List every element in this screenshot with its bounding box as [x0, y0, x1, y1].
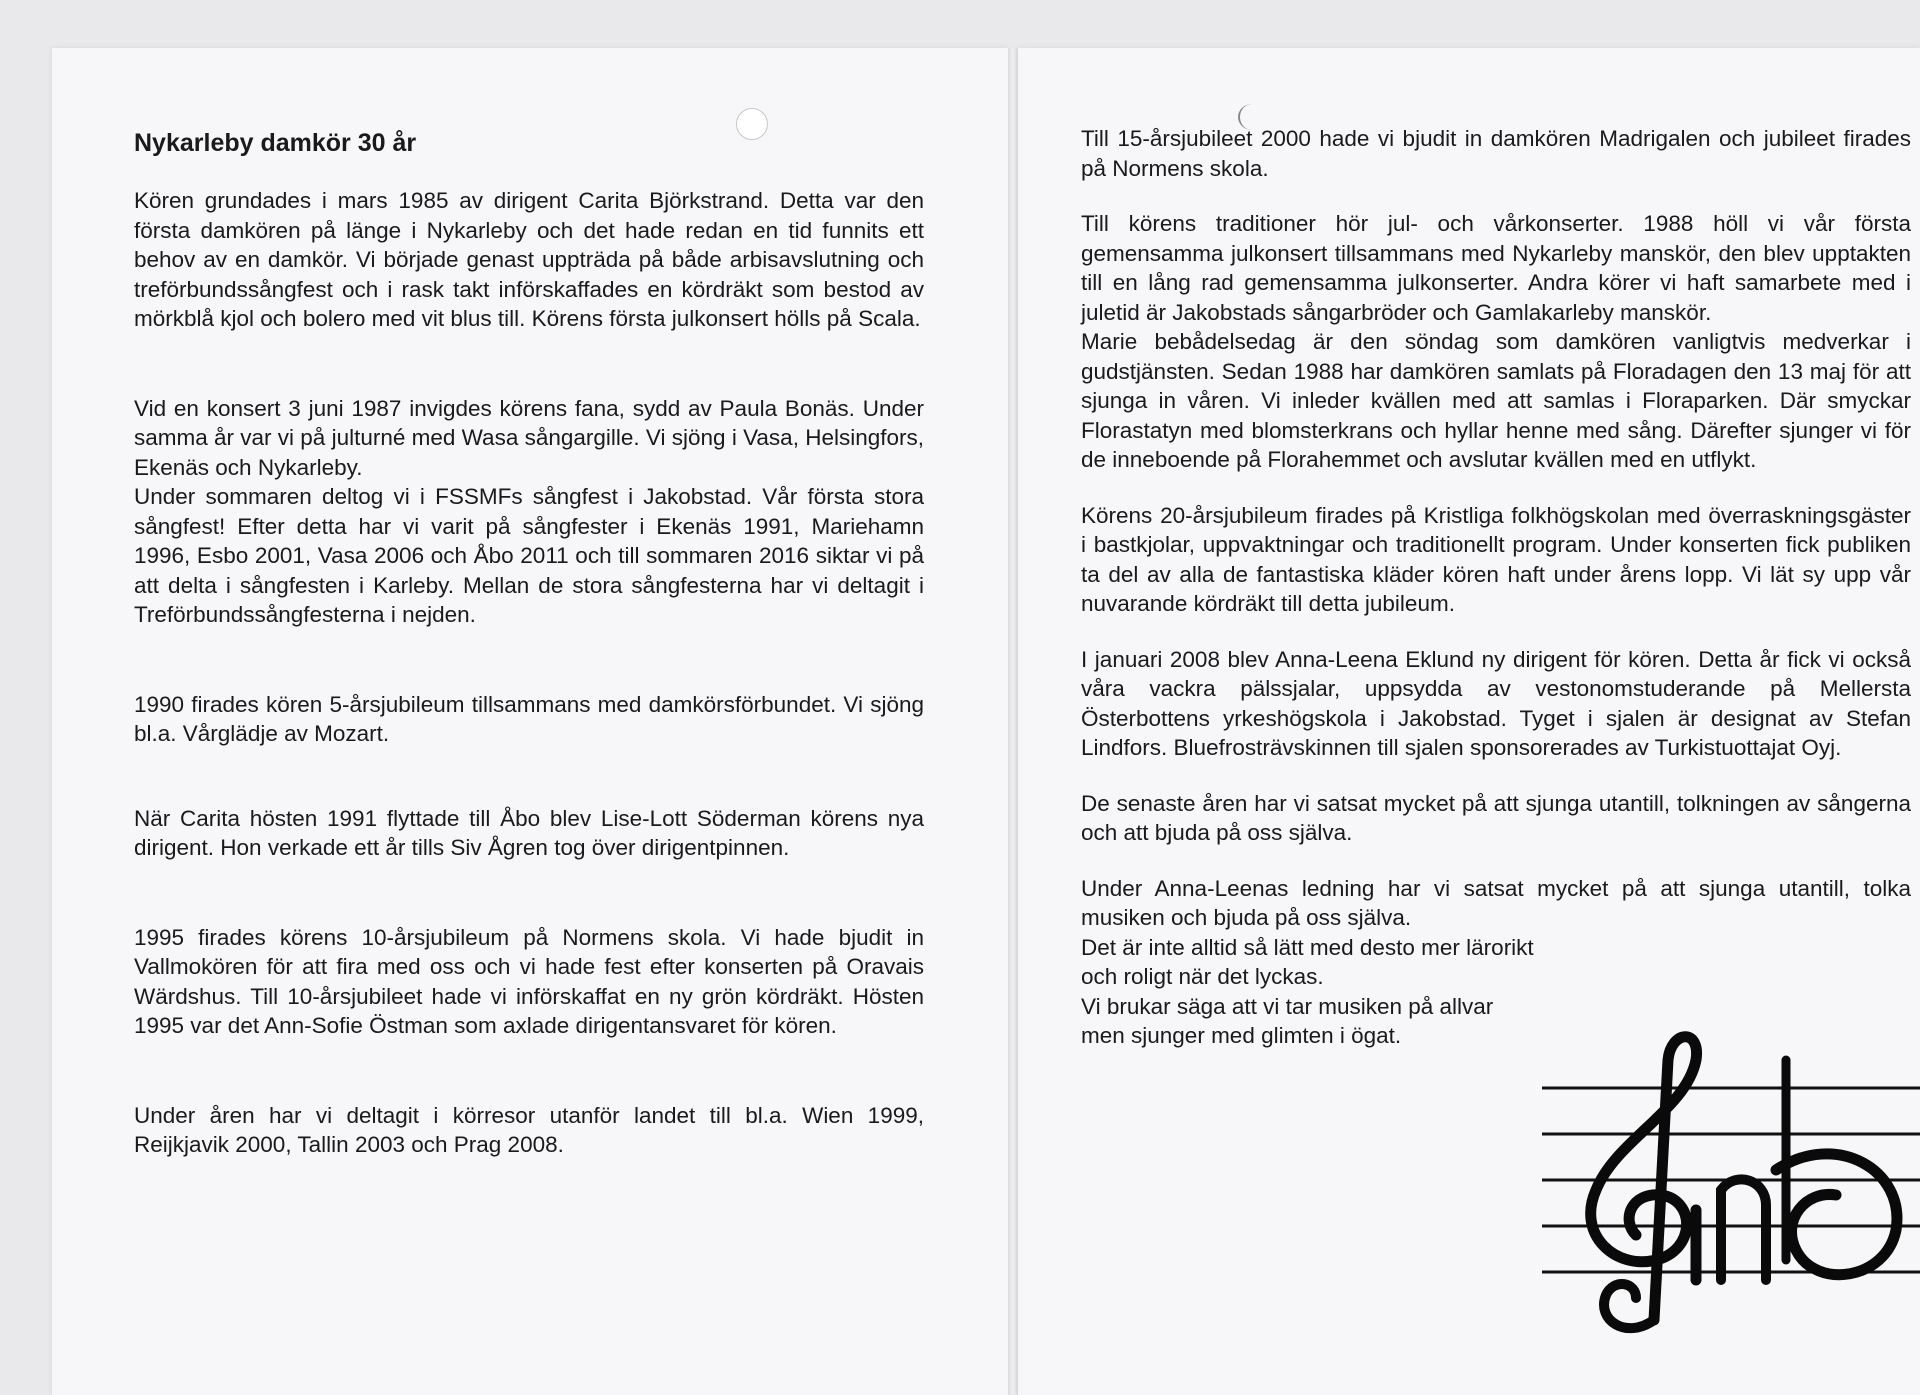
paragraph: I januari 2008 blev Anna-Leena Eklund ny dirigent för kören. Detta år fick vi också våra vackra pälssjalar, uppsydda av vestonomstuderande på Mellersta Österbottens yrkeshögskola i Jakobstad. Tyget i sjalen är designat av Stefan Lindfors. Bluefrosträvskinnen till sjalen sponsorerades av Turkistuottajat Oyj. — [1081, 646, 1911, 760]
paragraph: Under Anna-Leenas ledning har vi satsat mycket på att sjunga utantill, tolka musiken och bjuda på oss själva. — [1081, 875, 1911, 930]
paragraph: När Carita hösten 1991 flyttade till Åbo blev Lise-Lott Söderman körens nya dirigent. Hon verkade ett år tills Siv Ågren tog över dirigentpinnen. — [134, 805, 924, 860]
paragraph: Under sommaren deltog vi i FSSMFs sångfest i Jakobstad. Vår första stora sångfest! Efter detta har vi varit på sångfester i Ekenäs 1991, Mariehamn 1996, Esbo 2001, Vasa 2006 och Åbo 2011 och till sommaren 2016 siktar vi på att delta i sångfesten i Karleby. Mellan de stora sångfesterna har vi deltagit i Treförbundssångfesterna i nejden. — [134, 484, 924, 627]
closing-line: Vi brukar säga att vi tar musiken på allvar men sjunger med glimten i ögat. — [1081, 993, 1494, 1048]
paragraph: Vid en konsert 3 juni 1987 invigdes körens fana, sydd av Paula Bonäs. Under samma år var vi på julturné med Wasa sångargille. Vi sjöng i Vasa, Helsingfors, Ekenäs och Nykarleby. — [134, 395, 924, 480]
paragraph: 1995 firades körens 10-årsjubileum på Normens skola. Vi hade bjudit in Vallmokören för att fira med oss och vi hade fest efter konserten på Oravais Wärdshus. Till 10-årsjubileet hade vi införskaffat en ny grön kördräkt. Hösten 1995 var det Ann-Sofie Östman som axlade dirigentansvaret för kören. — [134, 924, 924, 1038]
paragraph: Till 15-årsjubileet 2000 hade vi bjudit in damkören Madrigalen och jubileet firades på Normens skola. — [1081, 126, 1911, 181]
paragraph: Till körens traditioner hör jul- och vårkonserter. 1988 höll vi vår första gemensamma julkonsert tillsammans med Nykarleby manskör, den blev upptakten till en lång rad gemensamma julkonserter. Andra körer vi haft samarbete med i juletid är Jakobstads sångarbröder och Gamlakarleby manskör. — [1081, 211, 1911, 325]
closing-line: Det är inte alltid så lätt med desto mer lärorikt och roligt när det lyckas. — [1081, 934, 1534, 989]
right-column — [1081, 124, 1911, 1051]
page-fold — [1008, 48, 1018, 1395]
document-title: Nykarleby damkör 30 år — [134, 129, 417, 157]
paragraph: De senaste åren har vi satsat mycket på att sjunga utantill, tolkningen av sångerna och att bjuda på oss själva. — [1081, 790, 1911, 845]
paragraph: Körens 20-årsjubileum firades på Kristliga folkhögskolan med överraskningsgäster i bastkjolar, uppvaktningar och traditionellt program. Under konserten fick publiken ta del av alla de fantastiska kläder kören haft under årens lopp. Vi lät sy upp vår nuvarande kördräkt till detta jubileum. — [1081, 502, 1911, 616]
paragraph: 1990 firades kören 5-årsjubileum tillsammans med damkörsförbundet. Vi sjöng bl.a. Vårglädje av Mozart. — [134, 691, 924, 746]
paragraph: Marie bebådelsedag är den söndag som damkören vanligtvis medverkar i gudstjänsten. Sedan 1988 har damkören samlats på Floradagen den 13 maj för att sjunga in våren. Vi inleder kvällen med att samlas i Floraparken. Där smyckar Florastatyn med blomsterkrans och hyllar henne med sång. Därefter sjunger vi för de inneboende på Florahemmet och avslutar kvällen med en utflykt. — [1081, 329, 1911, 472]
paragraph: Under åren har vi deltagit i körresor utanför landet till bl.a. Wien 1999, Reijkjavik 2000, Tallin 2003 och Prag 2008. — [134, 1102, 924, 1157]
paragraph: Kören grundades i mars 1985 av dirigent Carita Björkstrand. Detta var den första damkören på länge i Nykarleby och det hade redan en tid funnits ett behov av en damkör. Vi började genast uppträda på både arbisavslutning och treförbundssångfest och i rask takt införskaffades en kördräkt som bestod av mörkblå kjol och bolero med vit blus till. Körens första julkonsert hölls på Scala. — [134, 188, 924, 331]
choir-logo-icon — [1536, 1020, 1920, 1345]
left-column — [134, 126, 924, 1160]
